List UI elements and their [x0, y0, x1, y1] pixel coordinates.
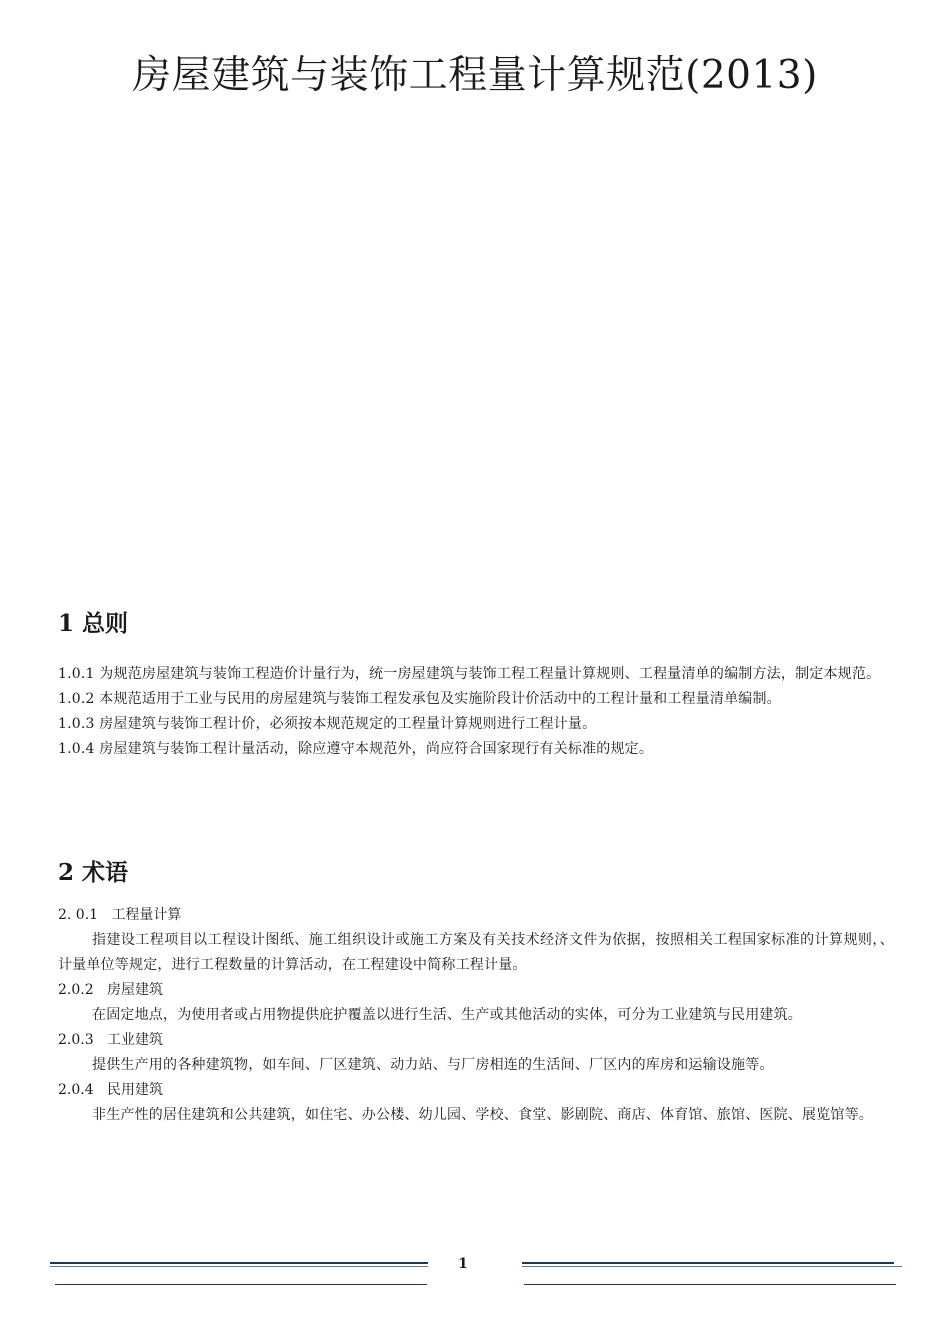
- section-terms: [58, 857, 894, 1128]
- clause-1-0-4: 1.0.4 房屋建筑与装饰工程计量活动，除应遵守本规范外，尚应符合国家现行有关标准的规定。: [58, 741, 654, 757]
- term-name: 民用建筑: [106, 1082, 163, 1098]
- section-general: [58, 608, 894, 762]
- term-definition: 非生产性的居住建筑和公共建筑，如住宅、办公楼、幼儿园、学校、食堂、影剧院、商店、体育馆、旅馆、医院、展览馆等。: [92, 1107, 873, 1123]
- document-title: 房屋建筑与装饰工程量计算规范(2013): [132, 53, 818, 98]
- footer-rule-right-mid: [522, 1266, 902, 1267]
- term-name: 工程量计算: [111, 907, 182, 923]
- page-number: 1: [458, 1256, 468, 1272]
- term-number: 2.0.3: [58, 1032, 94, 1048]
- footer-rule-right-bottom: [524, 1284, 896, 1285]
- clause-1-0-3: 1.0.3 房屋建筑与装饰工程计价，必须按本规范规定的工程量计算规则进行工程计量。: [58, 716, 597, 732]
- term-number: 2. 0.1: [58, 907, 99, 923]
- term-name: 工业建筑: [106, 1032, 163, 1048]
- term-number: 2.0.4: [58, 1082, 94, 1098]
- section-heading-general: 1 总则: [58, 610, 129, 637]
- term-definition: 在固定地点，为使用者或占用物提供庇护覆盖以进行生活、生产或其他活动的实体，可分为工业建筑与民用建筑。: [92, 1007, 802, 1023]
- term-definition: 指建设工程项目以工程设计图纸、施工组织设计或施工方案及有关技术经济文件为依据，按照相关工程国家标准的计算规则，、计量单位等规定，进行工程数量的计算活动，在工程建设中简称工程计量。: [58, 932, 894, 973]
- footer-rule-left-mid: [50, 1266, 428, 1267]
- footer-rule-left-bottom: [55, 1284, 427, 1285]
- term-title: [58, 1028, 894, 1053]
- footer-rule-left-top: [50, 1262, 428, 1264]
- term-item: [58, 903, 894, 978]
- clause-1-0-1: 1.0.1 为规范房屋建筑与装饰工程造价计量行为，统一房屋建筑与装饰工程工程量计算规则、工程量清单的编制方法，制定本规范。: [58, 666, 881, 682]
- term-title: [58, 978, 894, 1003]
- term-item: [58, 1028, 894, 1078]
- term-number: 2.0.2: [58, 982, 94, 998]
- term-name: 房屋建筑: [106, 982, 163, 998]
- term-title: [58, 903, 894, 928]
- section-heading-terms: 2 术语: [58, 859, 129, 886]
- footer-rule-right-top: [522, 1262, 894, 1264]
- term-item: [58, 978, 894, 1028]
- term-title: [58, 1078, 894, 1103]
- clause-1-0-2: 1.0.2 本规范适用于工业与民用的房屋建筑与装饰工程发承包及实施阶段计价活动中的工程计量和工程量清单编制。: [58, 691, 781, 707]
- term-definition: 提供生产用的各种建筑物，如车间、厂区建筑、动力站、与厂房相连的生活间、厂区内的库房和运输设施等。: [92, 1057, 774, 1073]
- term-item: [58, 1078, 894, 1128]
